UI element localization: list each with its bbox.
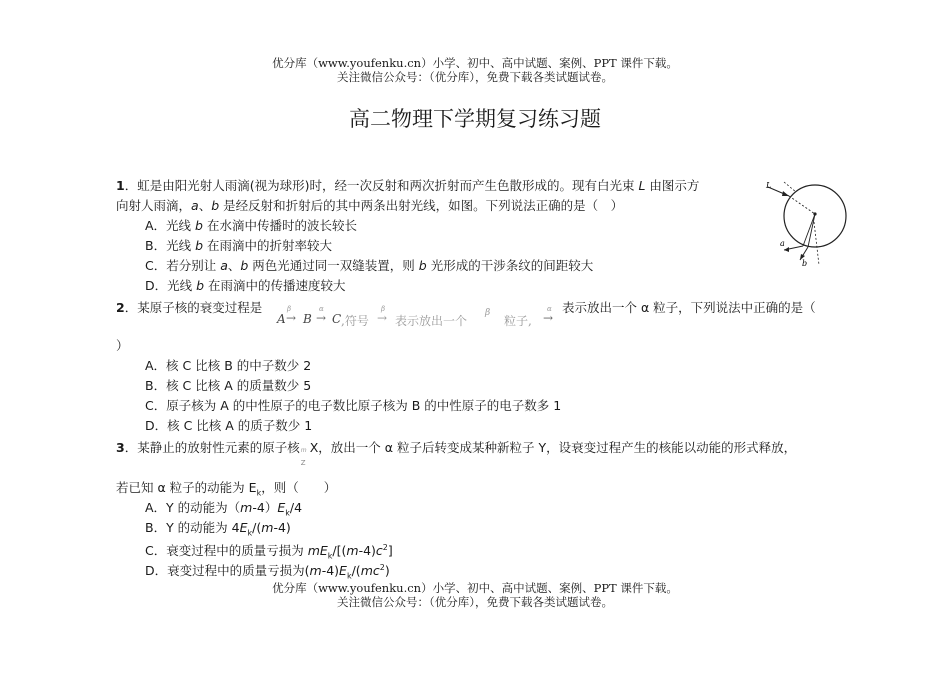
header-line-2: 关注微信公众号：（优分库），免费下载各类试题试卷。: [337, 70, 613, 84]
q2-option-a: A．核 C 比核 B 的中子数少 2: [145, 358, 312, 373]
q3-option-d: D．衰变过程中的质量亏损为$(m-4)E_k/(mc^2)$: [145, 563, 390, 581]
q2-option-d: D．核 C 比核 A 的质子数少 1: [145, 418, 313, 433]
q2-stem-line-1-end: 表示放出一个 α 粒子，下列说法中正确的是（: [562, 300, 816, 315]
q3-option-a: A．Y 的动能为$(m-4)E_k/4$: [145, 500, 303, 518]
q2-stem-line-1: 2．某原子核的衰变过程是: [116, 300, 263, 315]
q3-stem-line-1: 3．某静止的放射性元素的原子核 m Z X，放出一个 α 粒子后转变成某种新粒子 Y，设衰变过程产生的核能以动能的形式释放，: [116, 440, 797, 467]
footer-line-2: 关注微信公众号：（优分库），免费下载各类试题试卷。: [337, 595, 613, 609]
label-b: b: [802, 259, 808, 268]
q1-option-b: B．光线 b 在雨滴中的折射率较大: [145, 238, 332, 253]
header-line-1: 优分库（www.youfenku.cn）小学、初中、高中试题、案例、PPT 课件下载。: [272, 56, 678, 70]
page-title: 高二物理下学期复习练习题: [349, 107, 601, 131]
label-L: L: [766, 181, 772, 190]
q1-stem-line-2: 向射人雨滴，a、b 是经反射和折射后的其中两条出射光线，如图。下列说法正确的是（ ）: [116, 198, 624, 213]
q3-option-b: B．Y 的动能为 $4E_k/(m-4)$: [145, 520, 291, 538]
q3-stem-line-2: 若已知 α 粒子的动能为 $E_k$，则（ ）: [116, 480, 337, 498]
q2-option-c: C．原子核为 A 的中性原子的电子数比原子核为 B 的中性原子的电子数多 1: [145, 398, 562, 413]
q1-option-c: C．若分别让 a、b 两色光通过同一双缝装置，则 b 光形成的干涉条纹的间距较大: [145, 258, 594, 273]
q1-option-a: A．光线 b 在水滴中传播时的波长较长: [145, 218, 357, 233]
q3-option-c: C．衰变过程中的质量亏损为 $mE_k/[(m-4)c^2]$: [145, 543, 393, 561]
footer-line-1: 优分库（www.youfenku.cn）小学、初中、高中试题、案例、PPT 课件下载。: [272, 581, 678, 595]
q1-number: 1: [116, 178, 125, 193]
q2-stem-close: ）: [116, 338, 129, 353]
q2-decay-formula: A β → B α → C ,符号 β → 表示放出一个 β 粒子, α →: [277, 305, 554, 328]
q2-number: 2: [116, 300, 125, 315]
q2-option-b: B．核 C 比核 A 的质量数少 5: [145, 378, 312, 393]
q3-number: 3: [116, 440, 125, 455]
raindrop-diagram: [760, 176, 860, 272]
q1-option-d: D．光线 b 在雨滴中的传播速度较大: [145, 278, 346, 293]
label-a: a: [780, 239, 785, 248]
q1-stem-line-1: 1．虹是由阳光射人雨滴(视为球形)时，经一次反射和两次折射而产生色散形成的。现有白光束 L 由图示方: [116, 178, 700, 193]
